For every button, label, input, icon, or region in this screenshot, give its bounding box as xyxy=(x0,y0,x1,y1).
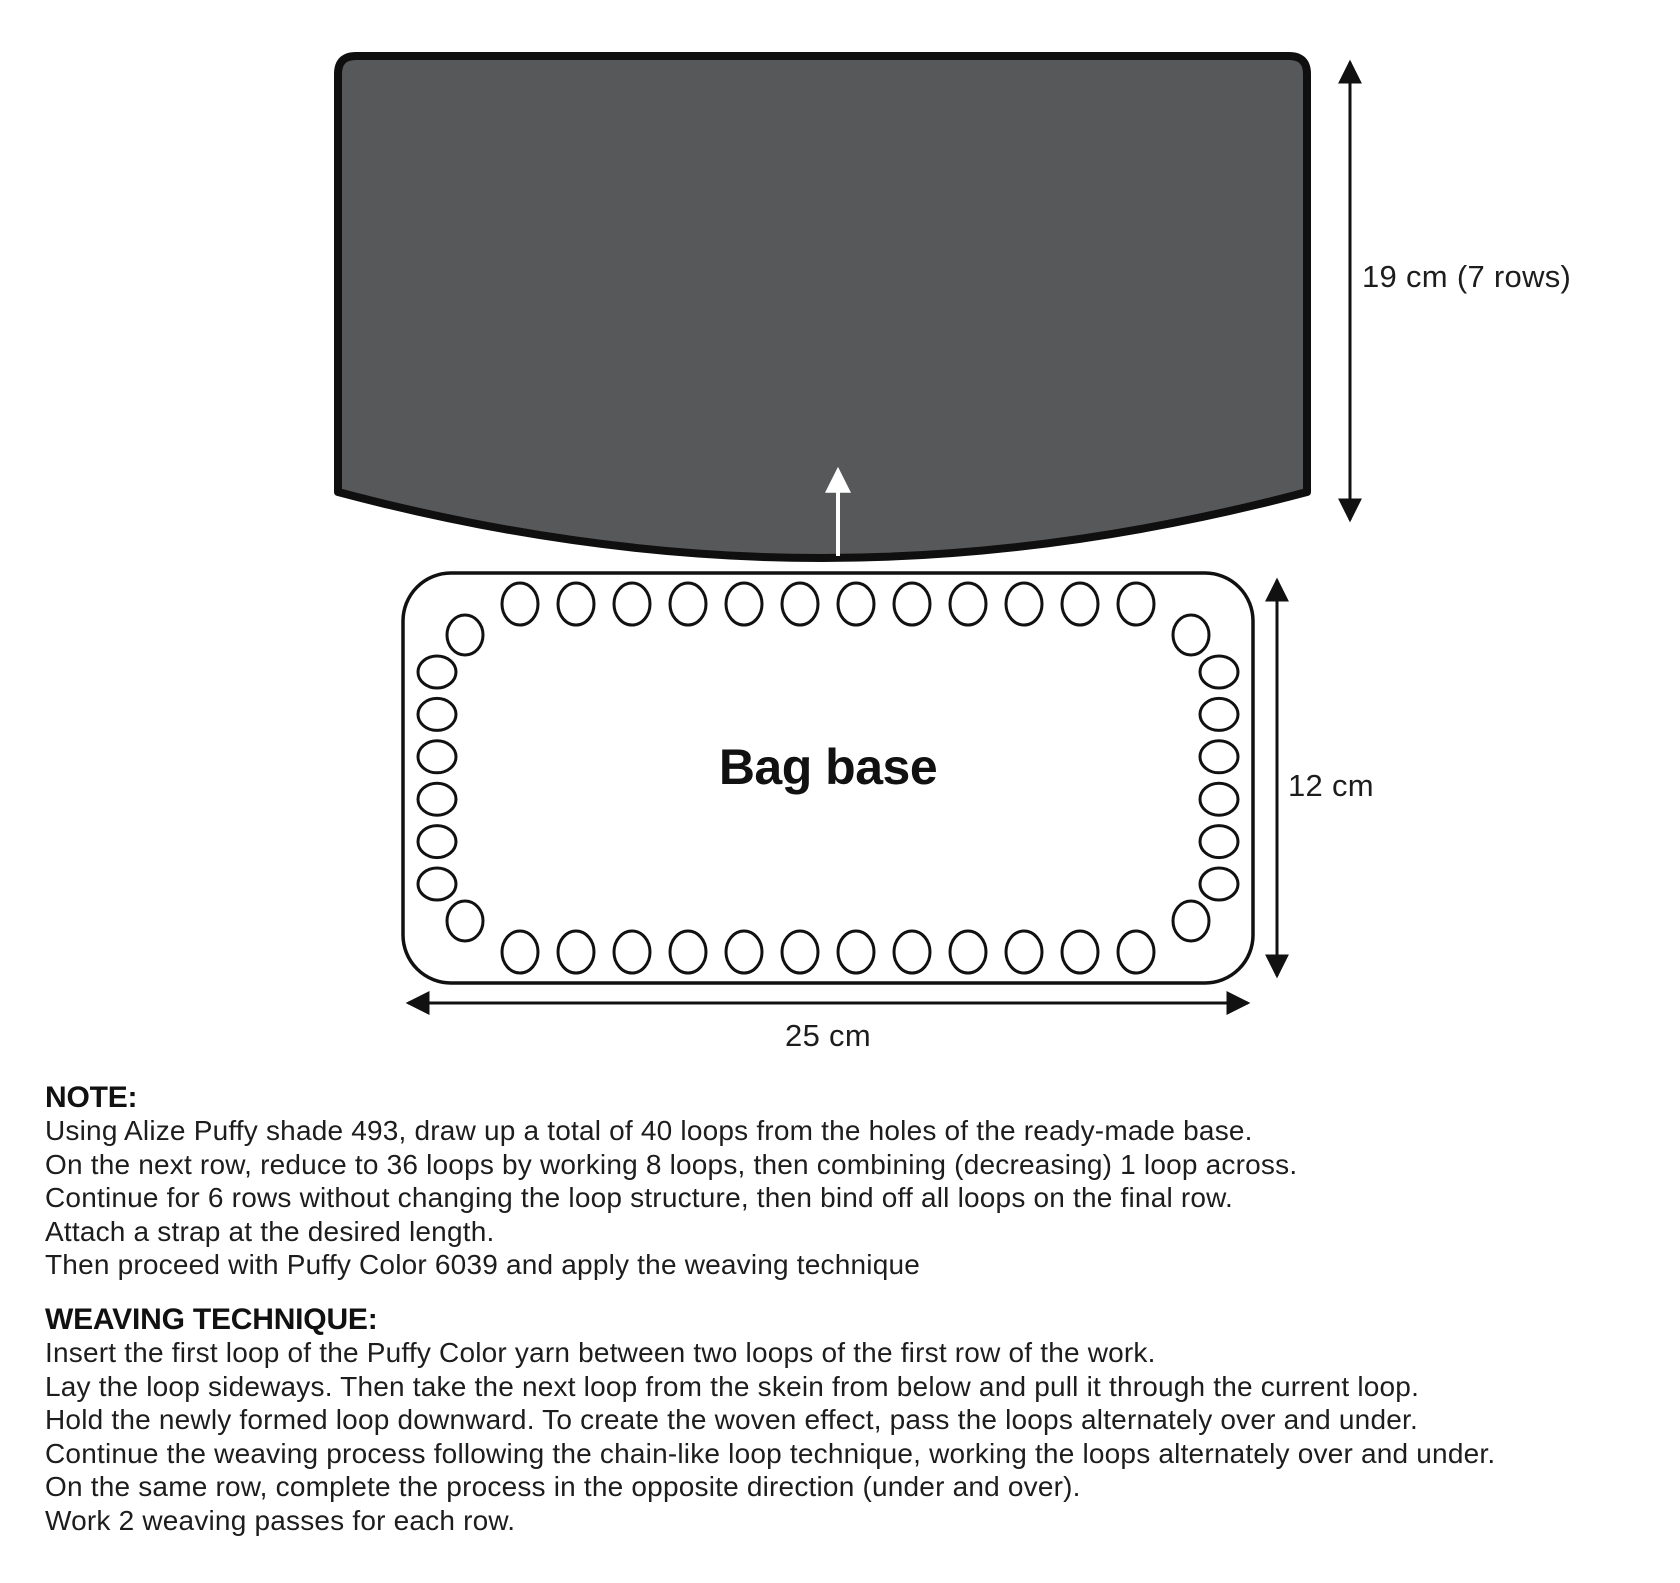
note-heading: NOTE: xyxy=(45,1081,138,1114)
base-hole xyxy=(1062,583,1098,625)
base-hole xyxy=(1173,901,1209,941)
base-hole xyxy=(1173,615,1209,655)
instruction-line: On the same row, complete the process in the opposite direction (under and over). xyxy=(45,1471,1081,1502)
base-hole xyxy=(950,583,986,625)
instruction-line: Continue the weaving process following the chain-like loop technique, working the loops alternately over and under. xyxy=(45,1437,1496,1469)
base-hole xyxy=(1200,698,1238,730)
base-hole xyxy=(1006,583,1042,625)
bag-base-title: Bag base xyxy=(718,739,938,795)
base-width-dimension-label: 25 cm xyxy=(785,1018,871,1053)
base-hole xyxy=(502,931,538,973)
base-hole xyxy=(782,931,818,973)
base-hole xyxy=(670,931,706,973)
base-hole xyxy=(418,698,456,730)
weaving-section xyxy=(45,1304,1645,1537)
base-hole xyxy=(838,583,874,625)
base-hole xyxy=(950,931,986,973)
instruction-line: Insert the first loop of the Puffy Color yarn between two loops of the first row of the work. xyxy=(45,1337,1156,1368)
base-hole xyxy=(670,583,706,625)
base-hole xyxy=(447,901,483,941)
base-hole xyxy=(726,931,762,973)
instruction-line: On the next row, reduce to 36 loops by working 8 loops, then combining (decreasing) 1 loop across. xyxy=(45,1148,1298,1180)
base-hole xyxy=(894,583,930,625)
base-hole xyxy=(1006,931,1042,973)
instruction-line: Attach a strap at the desired length. xyxy=(45,1215,495,1247)
instruction-line: Hold the newly formed loop downward. To create the woven effect, pass the loops alternately over and under. xyxy=(45,1404,1418,1435)
base-hole xyxy=(418,868,456,900)
base-hole xyxy=(447,615,483,655)
base-hole xyxy=(1200,868,1238,900)
base-hole xyxy=(894,931,930,973)
base-hole xyxy=(614,931,650,973)
base-hole xyxy=(838,931,874,973)
instruction-line: Then proceed with Puffy Color 6039 and apply the weaving technique xyxy=(45,1249,921,1280)
base-hole xyxy=(558,583,594,625)
base-hole xyxy=(1118,931,1154,973)
base-hole xyxy=(1118,583,1154,625)
note-lines xyxy=(45,1114,1645,1282)
base-hole xyxy=(1200,826,1238,858)
instruction-line: Using Alize Puffy shade 493, draw up a total of 40 loops from the holes of the ready-made base. xyxy=(45,1115,1253,1146)
base-hole xyxy=(1062,931,1098,973)
base-hole xyxy=(614,583,650,625)
base-hole xyxy=(418,826,456,858)
note-section xyxy=(45,1082,1645,1282)
base-hole xyxy=(418,656,456,688)
base-hole xyxy=(502,583,538,625)
base-hole xyxy=(782,583,818,625)
instruction-line: Work 2 weaving passes for each row. xyxy=(45,1504,516,1536)
weaving-heading: WEAVING TECHNIQUE: xyxy=(45,1303,378,1336)
base-height-dimension-label: 12 cm xyxy=(1288,768,1374,803)
base-hole xyxy=(726,583,762,625)
body-height-dimension-label: 19 cm (7 rows) xyxy=(1362,259,1572,294)
bag-body-shape xyxy=(338,56,1307,558)
base-hole xyxy=(1200,656,1238,688)
instruction-line: Continue for 6 rows without changing the loop structure, then bind off all loops on the final row. xyxy=(45,1182,1234,1213)
base-hole xyxy=(558,931,594,973)
weaving-lines xyxy=(45,1336,1645,1537)
instruction-line: Lay the loop sideways. Then take the next loop from the skein from below and pull it through the current loop. xyxy=(45,1370,1420,1402)
